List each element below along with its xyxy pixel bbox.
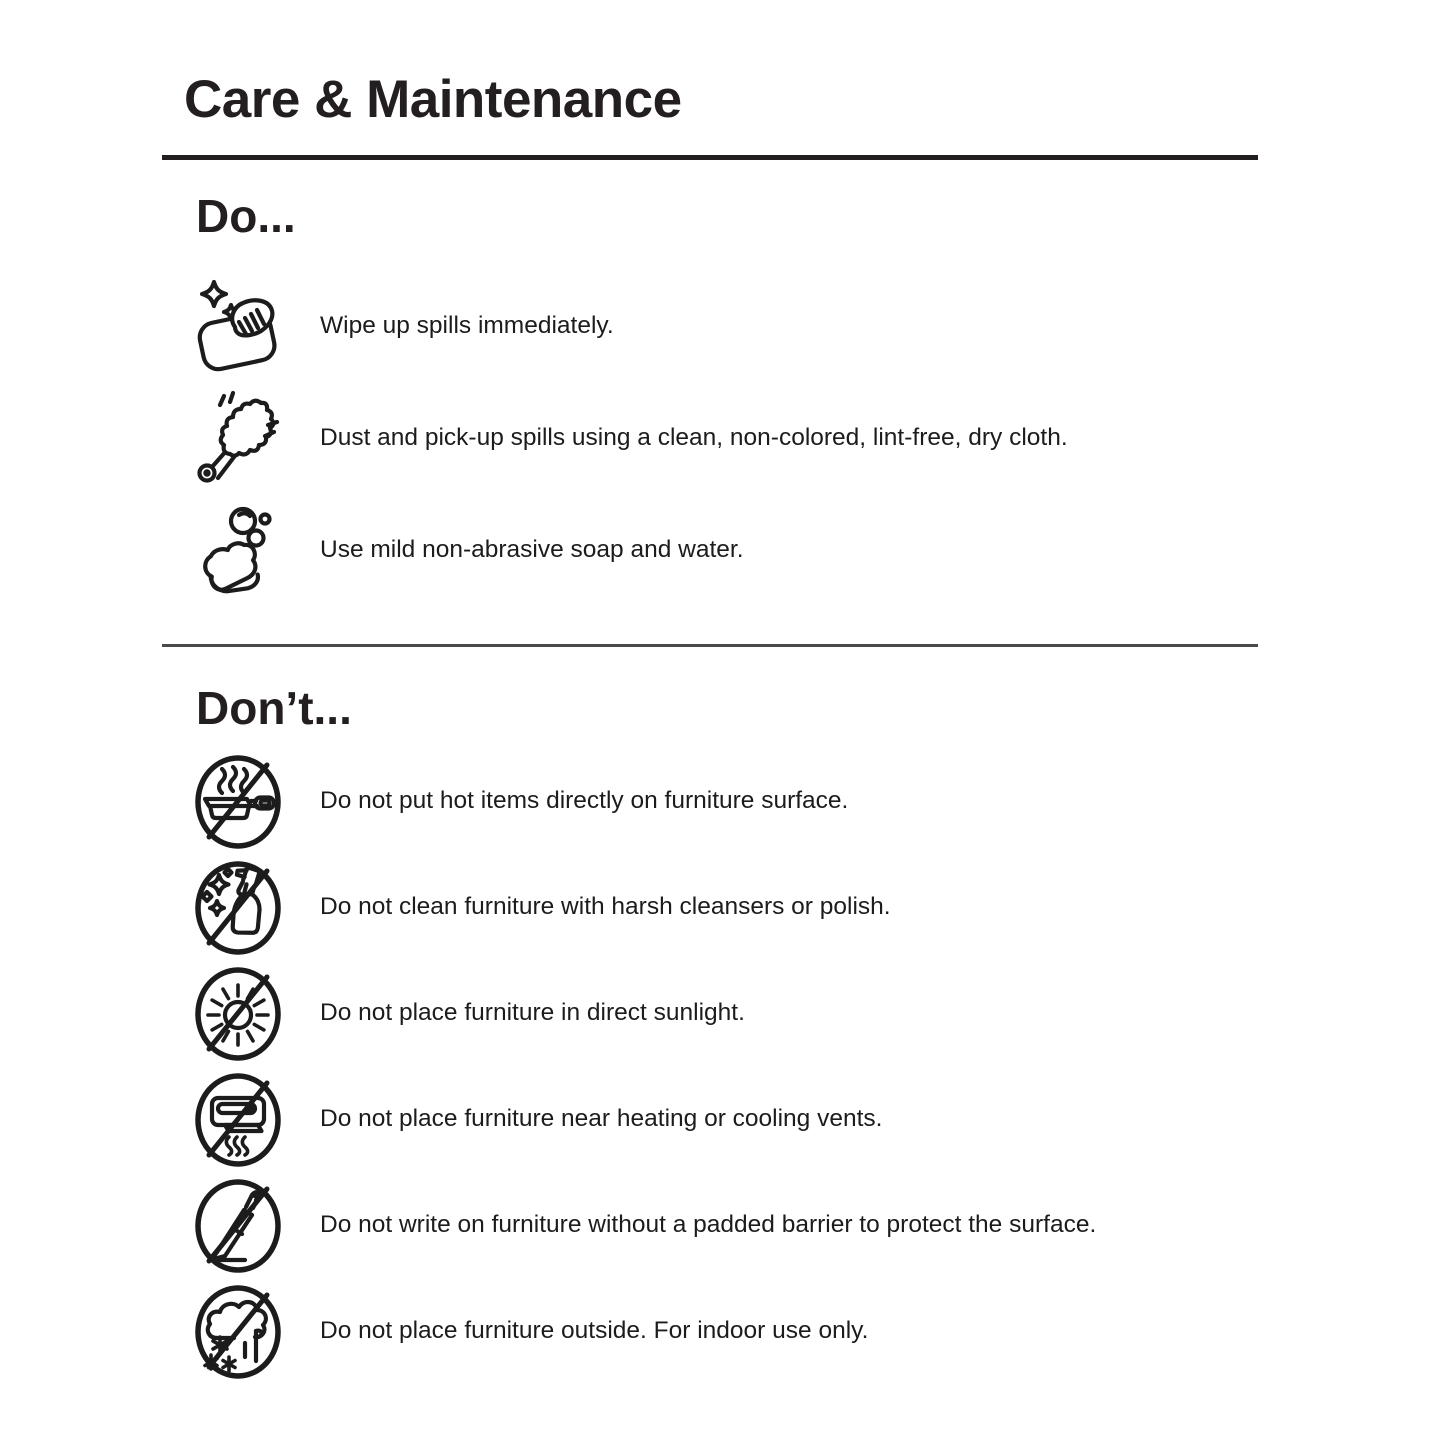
care-item-text: Do not place furniture in direct sunlight. (320, 999, 745, 1027)
do-section (162, 190, 1258, 606)
care-item-row (162, 749, 1258, 855)
dont-section (162, 681, 1258, 1385)
soap-sponge-icon (194, 502, 290, 598)
care-item-text: Do not place furniture outside. For indoor use only. (320, 1317, 869, 1345)
care-item-text: Wipe up spills immediately. (320, 311, 614, 339)
care-item-text: Use mild non-abrasive soap and water. (320, 535, 744, 563)
care-item-text: Do not clean furniture with harsh cleansers or polish. (320, 893, 891, 921)
care-item-text: Do not place furniture near heating or cooling vents. (320, 1105, 883, 1133)
wipe-hand-icon (194, 278, 290, 374)
care-item-row (162, 1279, 1258, 1385)
section-divider (162, 644, 1258, 647)
no-writing-icon (192, 1177, 284, 1275)
sheet-content (162, 70, 1258, 1385)
do-heading: Do... (196, 190, 296, 242)
no-vents-icon (192, 1071, 284, 1169)
no-outdoor-icon (192, 1283, 284, 1381)
care-item-row (162, 1173, 1258, 1279)
care-item-text: Do not write on furniture without a padded barrier to protect the surface. (320, 1211, 1097, 1239)
care-item-row (162, 494, 1258, 606)
care-item-row (162, 855, 1258, 961)
dont-heading: Don’t... (196, 681, 352, 734)
dont-items-list (162, 749, 1258, 1385)
care-item-text: Dust and pick-up spills using a clean, non-colored, lint-free, dry cloth. (320, 423, 1068, 451)
care-item-row (162, 382, 1258, 494)
duster-icon (194, 390, 290, 486)
no-harsh-cleansers-icon (192, 859, 284, 957)
do-items-list (162, 270, 1258, 606)
care-item-row (162, 1067, 1258, 1173)
care-item-row (162, 961, 1258, 1067)
page-title: Care & Maintenance (184, 70, 682, 129)
no-sunlight-icon (192, 965, 284, 1063)
no-hot-items-icon (192, 753, 284, 851)
care-item-text: Do not put hot items directly on furniture surface. (320, 787, 849, 815)
care-item-row (162, 270, 1258, 382)
title-divider (162, 155, 1258, 160)
